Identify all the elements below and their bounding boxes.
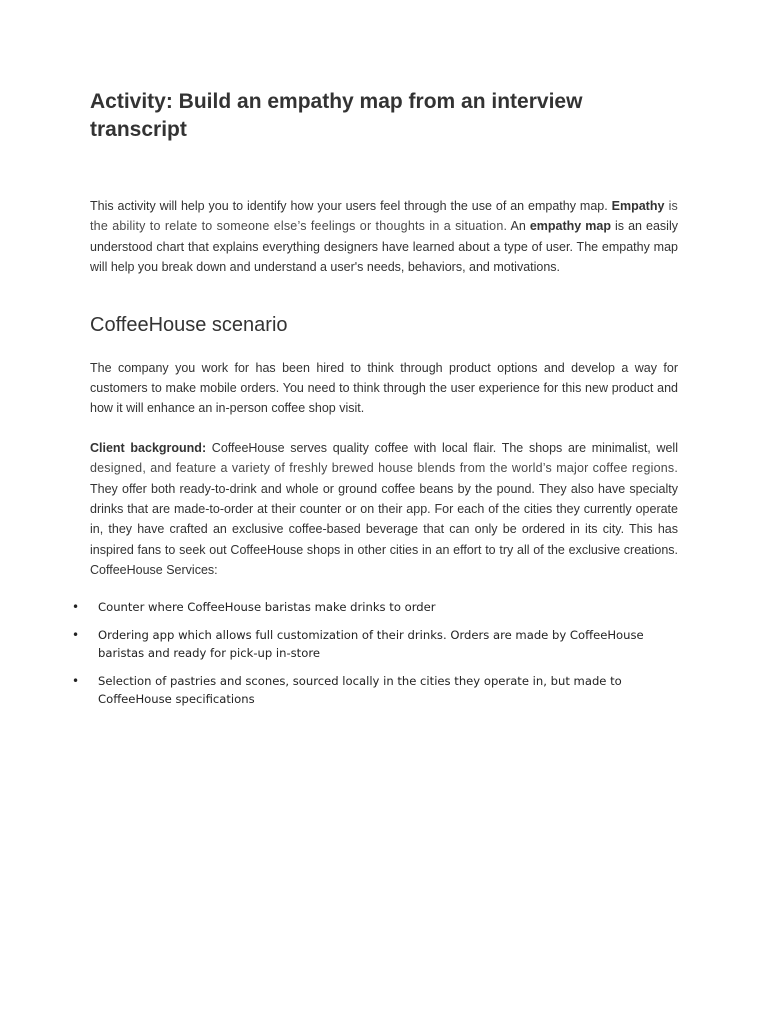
list-item [72,626,660,662]
intro-text-3: An [507,219,530,234]
client-background-text-1: CoffeeHouse serves quality coffee with local flair. The shops are minimalist, well [206,440,678,455]
services-list [72,598,678,708]
client-background-text-2: designed, and feature a variety of freshly brewed house blends from the world’s major coffee regions. [90,461,678,476]
list-item [72,598,660,616]
intro-text-2: is the ability to relate to someone else’s feelings or thoughts in a situation. [90,199,678,234]
section-heading: CoffeeHouse scenario [90,313,288,336]
bullet-icon: • [72,599,80,614]
term-empathy: Empathy [611,199,665,213]
page-title: Activity: Build an empathy map from an interview transcript [90,90,583,141]
intro-text-4: is an easily understood chart that explains everything designers have learned about a type of user. The empathy map will help you break down and understand a user's needs, behaviors, and motivations. [90,219,678,275]
client-background-label: Client background: [90,440,207,455]
list-item [72,672,660,708]
service-text: Ordering app which allows full customization of their drinks. Orders are made by CoffeeHouse baristas and ready for pick-up in-store [98,627,644,660]
bullet-icon: • [72,627,80,642]
intro-text-1: This activity will help you to identify how your users feel through the use of an empathy map. [90,199,612,213]
service-text: Selection of pastries and scones, sourced locally in the cities they operate in, but made to CoffeeHouse specifications [98,673,622,706]
document-page [72,88,678,718]
service-text: Counter where CoffeeHouse baristas make drinks to order [98,599,436,614]
intro-paragraph [90,196,678,278]
client-background-paragraph [90,438,678,581]
term-empathy-map: empathy map [529,219,611,234]
bullet-icon: • [72,673,80,688]
scenario-paragraph: The company you work for has been hired to think through product options and develop a way for customers to make mobile orders. You need to think through the user experience for this new product and how it will enhance an in-person coffee shop visit. [90,360,678,416]
client-background-text-3: They offer both ready-to-drink and whole or ground coffee beans by the pound. They also have specialty drinks that are made-to-order at their counter or on their app. For each of the cities they currently operate in, they have crafted an exclusive coffee-based beverage that can only be ordered in its city. This has inspired fans to seek out CoffeeHouse shops in other cities in an effort to try all of the exclusive creations. CoffeeHouse Services: [90,481,678,578]
